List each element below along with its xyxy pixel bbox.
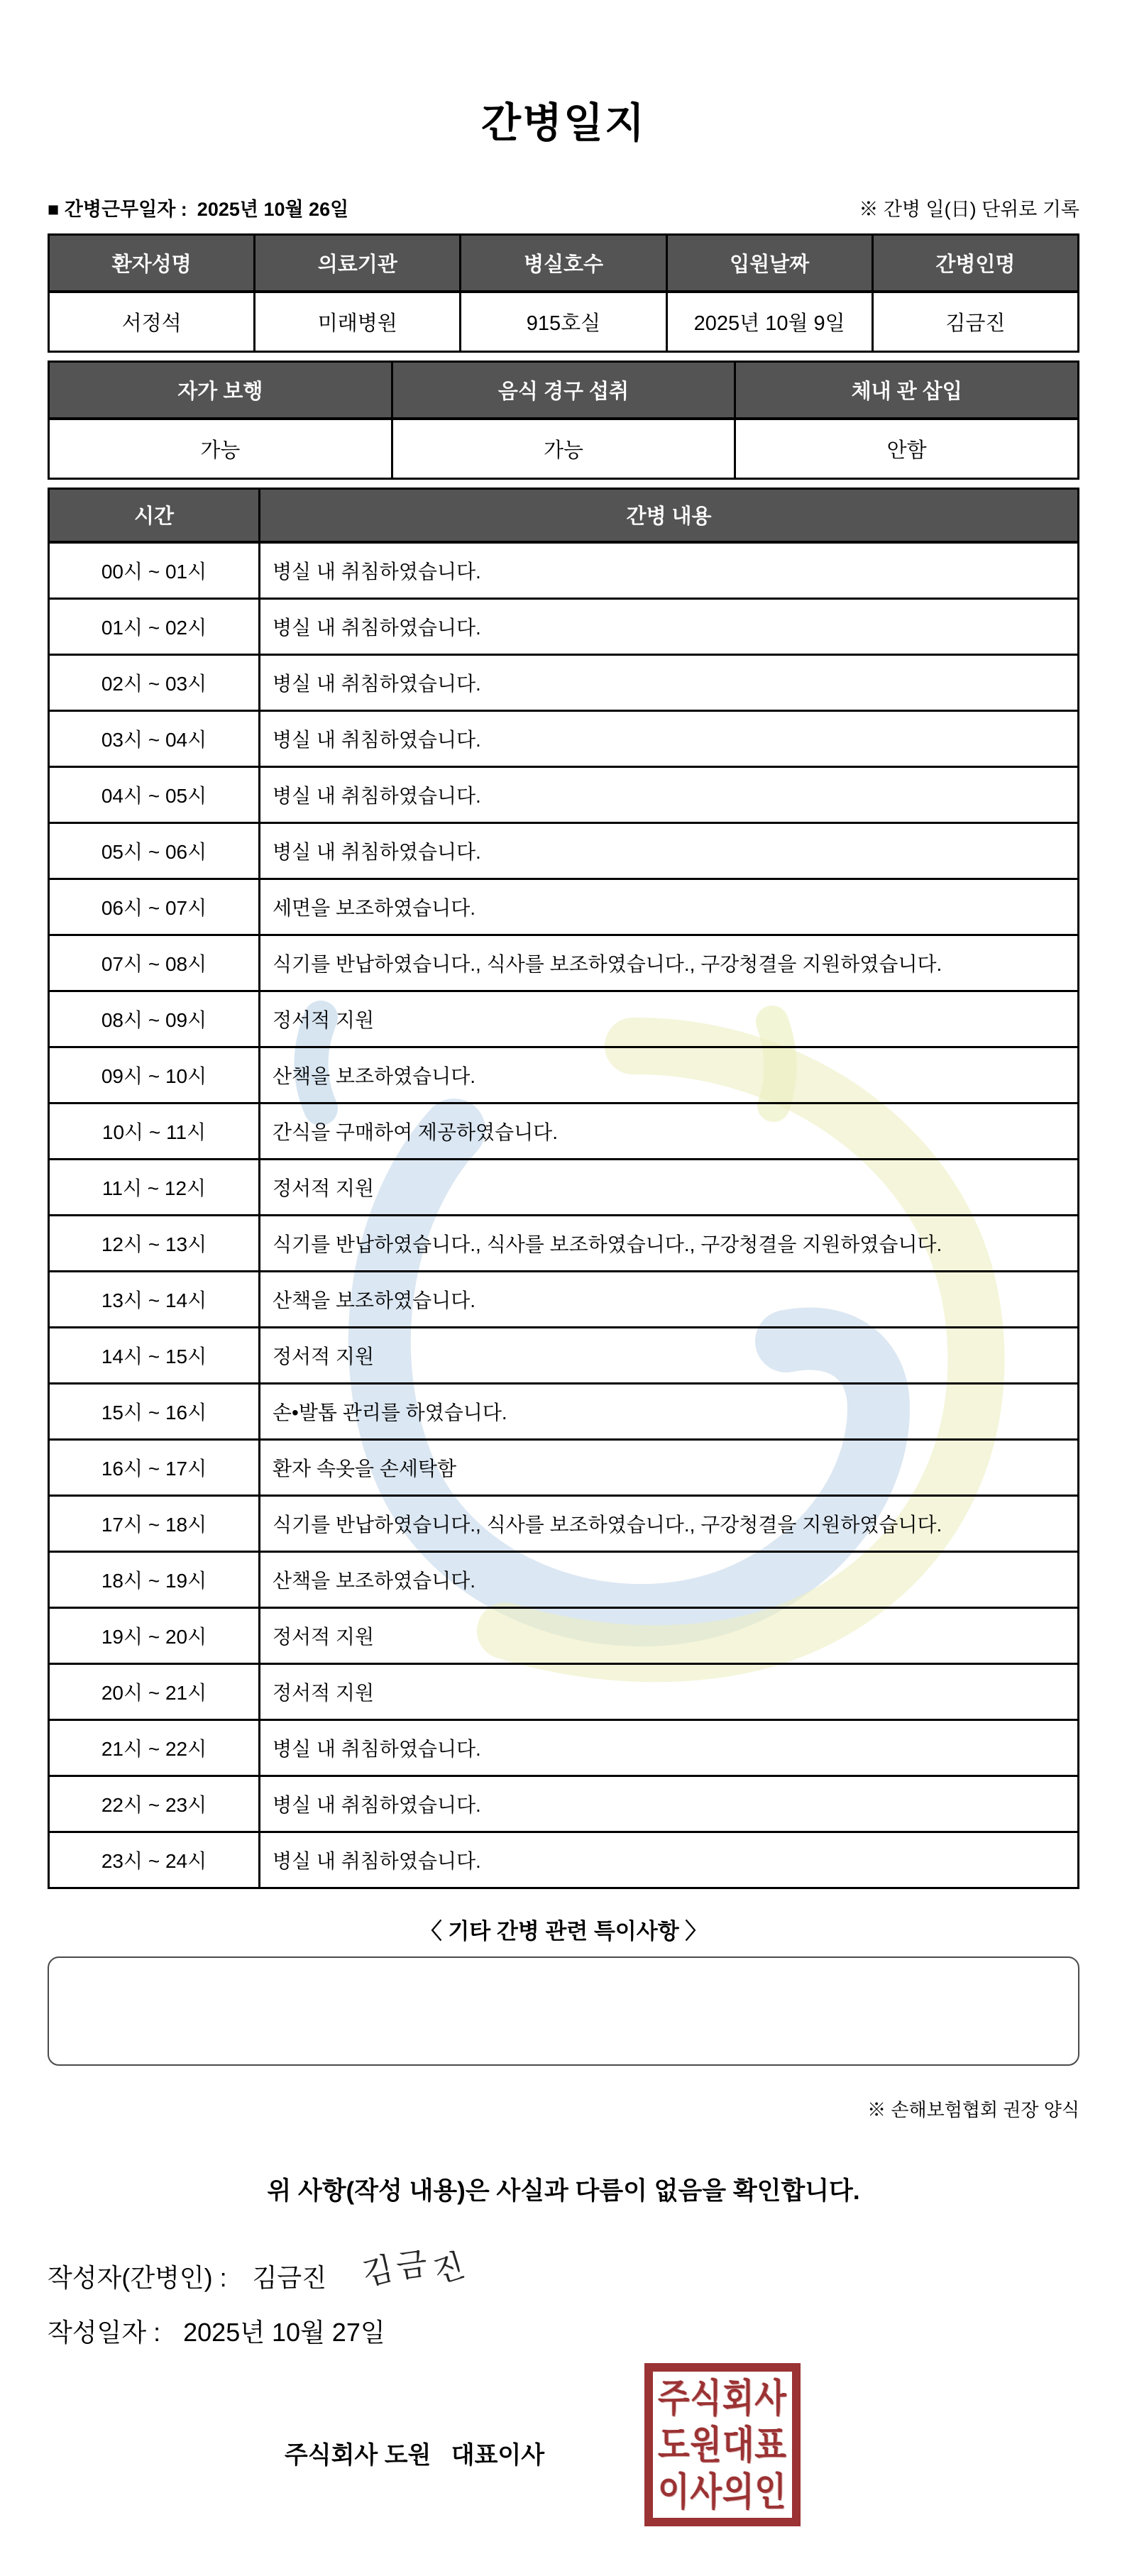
patient-info-header-cell: 간병인명 xyxy=(872,234,1078,292)
care-content-cell: 식기를 반납하였습니다., 식사를 보조하였습니다., 구강청결을 지원하였습니다. xyxy=(260,1215,1079,1271)
care-table-row xyxy=(49,1047,1079,1103)
care-table-row xyxy=(49,1215,1079,1271)
patient-info-table xyxy=(48,233,1079,353)
care-content-cell: 산책을 보조하였습니다. xyxy=(260,1271,1079,1327)
handwritten-signature xyxy=(358,2239,473,2293)
etc-notes-box xyxy=(48,1956,1079,2066)
signature-char: 김 xyxy=(358,2249,402,2293)
care-table-row xyxy=(49,1832,1079,1888)
patient-info-header-cell: 입원날짜 xyxy=(666,234,872,292)
patient-info-header-cell: 의료기관 xyxy=(255,234,461,292)
care-table-row xyxy=(49,1439,1079,1495)
care-time-cell: 04시 ~ 05시 xyxy=(49,766,260,822)
writer-row xyxy=(48,2245,1079,2294)
care-time-cell: 16시 ~ 17시 xyxy=(49,1439,260,1495)
care-content-cell: 환자 속옷을 손세탁함 xyxy=(260,1439,1079,1495)
company-seal-block xyxy=(48,2356,1079,2569)
care-content-cell: 병실 내 취침하였습니다. xyxy=(260,1832,1079,1888)
form-recommendation-note: ※ 손해보험협회 권장 양식 xyxy=(867,2098,1079,2120)
patient-info-value-cell: 김금진 xyxy=(872,292,1078,352)
care-log-page xyxy=(0,101,1127,2576)
care-table-row xyxy=(49,1271,1079,1327)
hourly-care-header-row xyxy=(49,488,1079,542)
care-content-cell: 산책을 보조하였습니다. xyxy=(260,1551,1079,1607)
care-table-row xyxy=(49,766,1079,822)
written-date-value: 2025년 10월 27일 xyxy=(183,2317,385,2347)
care-content-column-header: 간병 내용 xyxy=(260,488,1079,542)
writer-label: 작성자(간병인) : xyxy=(48,2262,234,2292)
patient-status-header-cell: 자가 보행 xyxy=(49,361,392,419)
care-time-cell: 00시 ~ 01시 xyxy=(49,542,260,599)
written-date-row xyxy=(48,2313,1079,2349)
care-table-row xyxy=(49,542,1079,599)
patient-info-header-cell: 환자성명 xyxy=(49,234,255,292)
care-time-cell: 14시 ~ 15시 xyxy=(49,1327,260,1383)
patient-info-value-cell: 미래병원 xyxy=(255,292,461,352)
care-time-cell: 21시 ~ 22시 xyxy=(49,1719,260,1776)
care-content-cell: 정서적 지원 xyxy=(260,991,1079,1047)
patient-status-header-row xyxy=(49,361,1079,419)
care-table-row xyxy=(49,1776,1079,1832)
care-table-row xyxy=(49,654,1079,710)
care-content-cell: 병실 내 취침하였습니다. xyxy=(260,598,1079,654)
care-content-cell: 간식을 구매하여 제공하였습니다. xyxy=(260,1103,1079,1159)
care-time-cell: 12시 ~ 13시 xyxy=(49,1215,260,1271)
time-column-header: 시간 xyxy=(49,488,260,542)
care-content-cell: 병실 내 취침하였습니다. xyxy=(260,710,1079,766)
care-content-cell: 정서적 지원 xyxy=(260,1663,1079,1719)
care-table-row xyxy=(49,1327,1079,1383)
care-content-cell: 병실 내 취침하였습니다. xyxy=(260,1776,1079,1832)
care-content-cell: 정서적 지원 xyxy=(260,1159,1079,1215)
patient-status-value-cell: 가능 xyxy=(392,419,735,479)
care-time-cell: 06시 ~ 07시 xyxy=(49,879,260,935)
care-content-cell: 병실 내 취침하였습니다. xyxy=(260,822,1079,879)
stamp-text-row: 도원대표 xyxy=(658,2423,787,2467)
care-time-cell: 13시 ~ 14시 xyxy=(49,1271,260,1327)
work-date-value: 2025년 10월 26일 xyxy=(197,198,349,220)
patient-status-header-cell: 음식 경구 섭취 xyxy=(392,361,735,419)
patient-status-value-cell: 가능 xyxy=(49,419,392,479)
care-table-row xyxy=(49,822,1079,879)
care-content-cell: 정서적 지원 xyxy=(260,1607,1079,1663)
care-table-row xyxy=(49,1383,1079,1439)
care-time-cell: 02시 ~ 03시 xyxy=(49,654,260,710)
care-table-row xyxy=(49,598,1079,654)
care-table-row xyxy=(49,1159,1079,1215)
care-time-cell: 23시 ~ 24시 xyxy=(49,1832,260,1888)
care-time-cell: 05시 ~ 06시 xyxy=(49,822,260,879)
document-content xyxy=(0,101,1127,2569)
work-date-label: ■ 간병근무일자 : xyxy=(48,198,187,220)
hourly-care-table xyxy=(48,488,1079,1889)
care-content-cell: 손•발톱 관리를 하였습니다. xyxy=(260,1383,1079,1439)
signature-char: 진 xyxy=(428,2245,473,2291)
written-date-label: 작성일자 : xyxy=(48,2317,168,2347)
care-content-cell: 식기를 반납하였습니다., 식사를 보조하였습니다., 구강청결을 지원하였습니다. xyxy=(260,1495,1079,1551)
care-content-cell: 세면을 보조하였습니다. xyxy=(260,879,1079,935)
care-content-cell: 식기를 반납하였습니다., 식사를 보조하였습니다., 구강청결을 지원하였습니다. xyxy=(260,935,1079,991)
page-title: 간병일지 xyxy=(480,100,647,146)
care-table-row xyxy=(49,1103,1079,1159)
patient-status-value-row xyxy=(49,419,1079,479)
care-content-cell: 병실 내 취침하였습니다. xyxy=(260,766,1079,822)
patient-info-header-cell: 병실호수 xyxy=(461,234,666,292)
patient-info-value-cell: 서정석 xyxy=(49,292,255,352)
care-table-row xyxy=(49,991,1079,1047)
care-time-cell: 07시 ~ 08시 xyxy=(49,935,260,991)
care-time-cell: 15시 ~ 16시 xyxy=(49,1383,260,1439)
care-content-cell: 정서적 지원 xyxy=(260,1327,1079,1383)
care-table-row xyxy=(49,1607,1079,1663)
care-content-cell: 산책을 보조하였습니다. xyxy=(260,1047,1079,1103)
care-time-cell: 08시 ~ 09시 xyxy=(49,991,260,1047)
etc-notes-title: 〈 기타 간병 관련 특이사항 〉 xyxy=(419,1918,708,1944)
care-table-row xyxy=(49,1663,1079,1719)
care-table-row xyxy=(49,1719,1079,1776)
patient-status-header-cell: 체내 관 삽입 xyxy=(735,361,1079,419)
corporate-seal-stamp xyxy=(644,2363,801,2526)
work-date-row xyxy=(48,194,1079,221)
stamp-text-row: 주식회사 xyxy=(658,2376,787,2420)
stamp-text-row: 이사의인 xyxy=(658,2470,787,2514)
care-content-cell: 병실 내 취침하였습니다. xyxy=(260,542,1079,599)
care-content-cell: 병실 내 취침하였습니다. xyxy=(260,654,1079,710)
writer-name: 김금진 xyxy=(252,2262,326,2292)
patient-info-value-cell: 2025년 10월 9일 xyxy=(666,292,872,352)
care-table-row xyxy=(49,1551,1079,1607)
care-time-cell: 17시 ~ 18시 xyxy=(49,1495,260,1551)
company-ceo-line: 주식회사 도원 대표이사 xyxy=(284,2441,545,2469)
care-time-cell: 10시 ~ 11시 xyxy=(49,1103,260,1159)
care-time-cell: 11시 ~ 12시 xyxy=(49,1159,260,1215)
care-time-cell: 01시 ~ 02시 xyxy=(49,598,260,654)
care-table-row xyxy=(49,935,1079,991)
confirmation-statement: 위 사항(작성 내용)은 사실과 다름이 없음을 확인합니다. xyxy=(267,2176,860,2205)
care-time-cell: 03시 ~ 04시 xyxy=(49,710,260,766)
care-content-cell: 병실 내 취침하였습니다. xyxy=(260,1719,1079,1776)
patient-info-value-row xyxy=(49,292,1079,352)
care-time-cell: 19시 ~ 20시 xyxy=(49,1607,260,1663)
patient-status-value-cell: 안함 xyxy=(735,419,1079,479)
care-table-row xyxy=(49,710,1079,766)
patient-status-table xyxy=(48,360,1079,480)
care-time-cell: 20시 ~ 21시 xyxy=(49,1663,260,1719)
work-date xyxy=(48,194,348,221)
care-time-cell: 18시 ~ 19시 xyxy=(49,1551,260,1607)
care-time-cell: 09시 ~ 10시 xyxy=(49,1047,260,1103)
signature-char: 금 xyxy=(394,2245,434,2285)
patient-info-header-row xyxy=(49,234,1079,292)
patient-info-value-cell: 915호실 xyxy=(461,292,666,352)
care-time-cell: 22시 ~ 23시 xyxy=(49,1776,260,1832)
care-table-row xyxy=(49,1495,1079,1551)
unit-note: ※ 간병 일(日) 단위로 기록 xyxy=(859,198,1079,220)
care-table-row xyxy=(49,879,1079,935)
